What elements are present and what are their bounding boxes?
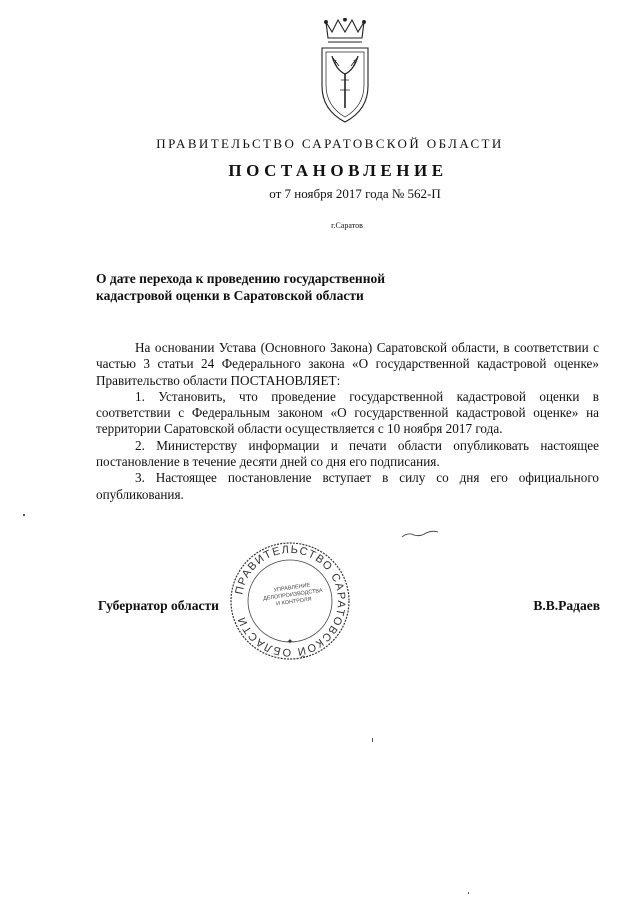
date-and-number: от 7 ноября 2017 года № 562-П: [269, 186, 441, 201]
coat-of-arms-icon: [316, 18, 374, 126]
body-paragraph-preamble: На основании Устава (Основного Закона) Саратовской области, в соответствии с частью 3 статьи 24 Федерального закона «О государственной кадастровой оценке» Правительство области ПОСТАНОВЛЯЕТ:: [96, 340, 599, 388]
document-type: ПОСТАНОВЛЕНИЕ: [228, 161, 448, 180]
scan-speck: [23, 514, 25, 516]
signature-scribble: [400, 528, 440, 540]
subject-line-1: О дате перехода к проведению государственной: [96, 271, 386, 286]
document-subject: [96, 270, 456, 304]
seal-inner-text: УПРАВЛЕНИЕ ДЕЛОПРОИЗВОДСТВА И КОНТРОЛЯ: [262, 582, 324, 608]
body-paragraph-1: 1. Установить, что проведение государственной кадастровой оценки в соответствии с Федеральным законом «О государственной кадастровой оценке» на территории Саратовской области осуществляется с 10 ноября 2017 года.: [96, 388, 599, 437]
subject-line-2: кадастровой оценки в Саратовской области: [96, 288, 364, 303]
svg-text:✦: ✦: [286, 637, 294, 646]
body-paragraph-2: 2. Министерству информации и печати области опубликовать настоящее постановление в течение десяти дней со дня его подписания.: [96, 437, 599, 470]
city-name: г.Саратов: [331, 221, 363, 230]
government-name: ПРАВИТЕЛЬСТВО САРАТОВСКОЙ ОБЛАСТИ: [156, 136, 504, 151]
scan-speck: [372, 738, 373, 742]
signatory-position: Губернатор области: [98, 598, 219, 613]
seal-ring-text: ПРАВИТЕЛЬСТВО САРАТОВСКОЙ ОБЛАСТИ: [233, 543, 348, 659]
signatory-name: В.В.Радаев: [533, 598, 600, 613]
scan-speck: [468, 892, 469, 894]
document-body: [96, 340, 599, 503]
body-paragraph-3: 3. Настоящее постановление вступает в силу со дня его официального опубликования.: [96, 470, 599, 502]
